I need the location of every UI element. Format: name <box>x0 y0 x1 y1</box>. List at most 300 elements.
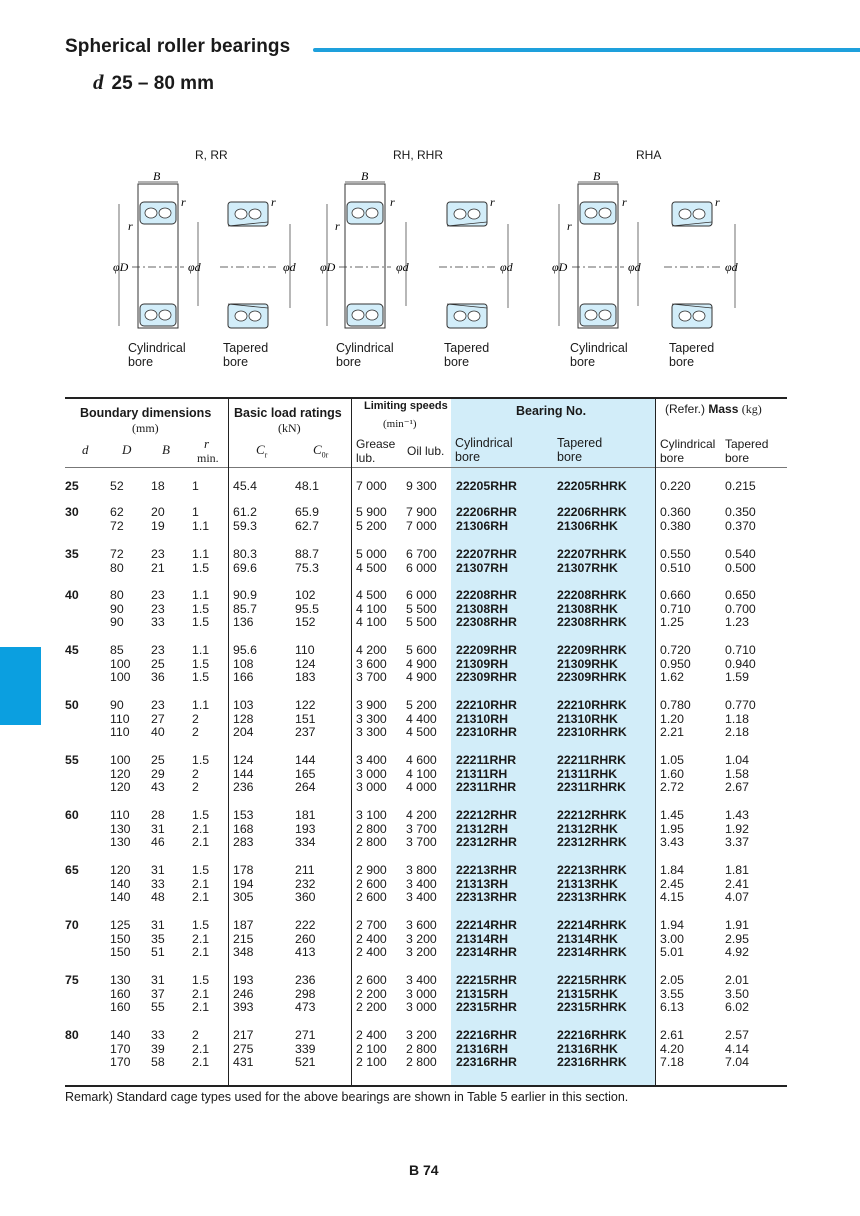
cell-Cr: 193 <box>233 973 254 987</box>
cell-cyl: 22211RHR <box>456 753 517 767</box>
cell-r: 2 <box>192 725 199 740</box>
cell-cyl: 21313RH <box>456 876 508 891</box>
cell-Cr: 85.7 <box>233 601 257 616</box>
cell-mcyl: 0.220 <box>660 479 691 493</box>
header-grease-line: Grease <box>356 437 396 451</box>
cell-Cr: 236 <box>233 780 254 795</box>
cell-grease: 2 100 <box>356 1055 387 1070</box>
cell-grease: 3 900 <box>356 698 387 712</box>
cell-Cr: 124 <box>233 753 254 767</box>
cell-C0r: 122 <box>295 698 316 712</box>
cell-B: 23 <box>151 601 165 616</box>
cell-D: 110 <box>110 711 130 726</box>
cell-r: 2 <box>192 1028 199 1042</box>
bore-diameter-group: 35 <box>65 547 79 561</box>
cell-mcyl: 3.00 <box>660 931 684 946</box>
bearing-no-highlight <box>451 398 655 1086</box>
cell-mcyl: 0.550 <box>660 547 691 561</box>
cell-r: 2.1 <box>192 931 210 946</box>
cell-tap: 21316RHK <box>557 1041 618 1056</box>
cell-D: 140 <box>110 1028 131 1042</box>
type-label-rh-rhr: RH, RHR <box>393 148 443 162</box>
bore-diameter-group: 80 <box>65 1028 79 1042</box>
column-divider <box>351 398 352 1086</box>
dim-label-inner: φd <box>500 260 513 274</box>
type-label-rha: RHA <box>636 148 662 162</box>
cell-B: 39 <box>151 1041 165 1056</box>
cell-mcyl: 1.45 <box>660 808 684 822</box>
cell-r: 1.5 <box>192 863 210 877</box>
bore-label-line: bore <box>223 355 249 369</box>
cell-oil: 4 900 <box>406 670 437 685</box>
cell-cyl: 22314RHR <box>456 945 517 960</box>
cell-B: 36 <box>151 670 165 685</box>
cell-tap: 22211RHRK <box>557 753 627 767</box>
cell-mcyl: 2.72 <box>660 780 684 795</box>
cell-Cr: 166 <box>233 670 254 685</box>
cell-oil: 6 000 <box>406 560 437 575</box>
cell-Cr: 275 <box>233 1041 254 1056</box>
cell-oil: 3 400 <box>406 890 437 905</box>
cell-D: 90 <box>110 615 124 630</box>
cell-cyl: 22215RHR <box>456 973 517 987</box>
cell-mcyl: 0.720 <box>660 643 691 657</box>
cell-mcyl: 4.15 <box>660 890 684 905</box>
dim-label-r: r <box>490 195 495 209</box>
cell-D: 62 <box>110 505 124 519</box>
cell-cyl: 22207RHR <box>456 547 517 561</box>
cell-mtap: 2.67 <box>725 780 749 795</box>
cell-tap: 21314RHK <box>557 931 618 946</box>
column-divider <box>655 398 656 1086</box>
cell-mcyl: 1.94 <box>660 918 684 932</box>
cell-mcyl: 0.950 <box>660 656 691 671</box>
cell-oil: 5 500 <box>406 615 437 630</box>
cell-C0r: 65.9 <box>295 505 319 519</box>
cell-C0r: 339 <box>295 1041 316 1056</box>
bore-diameter-group: 75 <box>65 973 79 987</box>
cell-D: 150 <box>110 931 131 946</box>
cell-B: 58 <box>151 1055 165 1070</box>
cell-mtap: 0.710 <box>725 643 756 657</box>
cell-mtap: 0.650 <box>725 588 756 602</box>
cell-B: 31 <box>151 918 165 932</box>
cell-Cr: 431 <box>233 1055 254 1070</box>
header-mass-cyl-line: Cylindrical <box>660 437 716 451</box>
header-speeds-unit: (min⁻¹) <box>383 418 417 430</box>
bore-diameter-group: 60 <box>65 808 79 822</box>
cell-C0r: 124 <box>295 656 316 671</box>
cell-grease: 3 000 <box>356 766 387 781</box>
cell-oil: 6 000 <box>406 588 437 602</box>
cell-mtap: 1.43 <box>725 808 749 822</box>
cell-B: 31 <box>151 821 165 836</box>
cell-C0r: 222 <box>295 918 316 932</box>
cell-D: 160 <box>110 986 131 1001</box>
dim-label-outer: φD <box>320 260 336 274</box>
cell-C0r: 334 <box>295 835 316 850</box>
header-cr-symbol: C <box>256 442 265 457</box>
cell-tap: 21307RHK <box>557 560 618 575</box>
cell-C0r: 75.3 <box>295 560 319 575</box>
header-D: D <box>122 442 132 457</box>
bore-label-cylindrical <box>570 341 628 369</box>
cell-r: 1.5 <box>192 808 210 822</box>
cell-r: 1 <box>192 505 199 519</box>
cell-cyl: 22313RHR <box>456 890 517 905</box>
bearing-diagrams <box>0 160 860 340</box>
cell-grease: 3 300 <box>356 725 387 740</box>
cell-mtap: 1.18 <box>725 711 749 726</box>
cell-r: 2.1 <box>192 1041 210 1056</box>
cell-grease: 2 600 <box>356 876 387 891</box>
cell-mcyl: 1.95 <box>660 821 684 836</box>
cell-grease: 2 100 <box>356 1041 387 1056</box>
cell-B: 40 <box>151 725 165 740</box>
cell-B: 33 <box>151 1028 165 1042</box>
cell-B: 23 <box>151 698 165 712</box>
cell-Cr: 153 <box>233 808 254 822</box>
cell-tap: 21315RHK <box>557 986 618 1001</box>
cell-mcyl: 7.18 <box>660 1055 684 1070</box>
cell-D: 170 <box>110 1055 131 1070</box>
cell-Cr: 59.3 <box>233 518 257 533</box>
page-subtitle <box>93 70 214 95</box>
header-r-min: min. <box>197 451 219 465</box>
header-c0r-symbol: C <box>313 442 322 457</box>
cell-grease: 7 000 <box>356 479 387 493</box>
cell-C0r: 151 <box>295 711 316 726</box>
cell-mtap: 4.92 <box>725 945 749 960</box>
bore-label-line: Tapered <box>223 341 269 355</box>
cell-B: 19 <box>151 518 165 533</box>
cell-mcyl: 1.84 <box>660 863 684 877</box>
cell-r: 1 <box>192 479 199 493</box>
header-r: r <box>204 436 210 451</box>
cell-grease: 2 400 <box>356 1028 387 1042</box>
dim-label-r: r <box>335 219 340 233</box>
cell-mtap: 2.57 <box>725 1028 749 1042</box>
header-c0r <box>313 442 328 459</box>
cell-D: 120 <box>110 766 131 781</box>
cell-C0r: 521 <box>295 1055 316 1070</box>
bore-diameter-group: 30 <box>65 505 79 519</box>
cell-r: 1.1 <box>192 643 210 657</box>
dim-label-outer: φD <box>113 260 129 274</box>
cell-D: 72 <box>110 518 124 533</box>
header-grease-line: lub. <box>356 451 376 465</box>
header-mass-tap-line: bore <box>725 451 750 465</box>
cell-mcyl: 2.61 <box>660 1028 684 1042</box>
cell-cyl: 22209RHR <box>456 643 517 657</box>
section-tab <box>0 647 41 725</box>
header-speeds: Limiting speeds <box>364 400 448 412</box>
cell-cyl: 22214RHR <box>456 918 517 932</box>
cell-tap: 21310RHK <box>557 711 618 726</box>
dim-label-r: r <box>567 219 572 233</box>
cell-mtap: 0.500 <box>725 560 756 575</box>
type-label-r-rr: R, RR <box>195 148 228 162</box>
table-header-rule <box>65 467 787 468</box>
cell-oil: 2 800 <box>406 1055 437 1070</box>
cell-r: 1.5 <box>192 918 210 932</box>
cell-cyl: 22213RHR <box>456 863 517 877</box>
cell-Cr: 90.9 <box>233 588 257 602</box>
cell-cyl: 21309RH <box>456 656 508 671</box>
cell-oil: 5 500 <box>406 601 437 616</box>
cell-grease: 4 500 <box>356 588 387 602</box>
cell-C0r: 236 <box>295 973 316 987</box>
cell-r: 1.5 <box>192 601 210 616</box>
cell-oil: 7 900 <box>406 505 437 519</box>
cell-r: 2 <box>192 766 199 781</box>
dim-label-inner: φd <box>283 260 296 274</box>
cell-grease: 5 200 <box>356 518 387 533</box>
cell-B: 31 <box>151 863 165 877</box>
cell-D: 90 <box>110 601 124 616</box>
cell-mcyl: 0.360 <box>660 505 691 519</box>
cell-mcyl: 1.60 <box>660 766 684 781</box>
header-mass <box>665 402 762 417</box>
bore-diameter-group: 25 <box>65 479 79 493</box>
cell-D: 80 <box>110 560 124 575</box>
cell-tap: 22214RHRK <box>557 918 627 932</box>
cell-tap: 22310RHRK <box>557 725 627 740</box>
dim-label-r: r <box>181 195 186 209</box>
cell-mcyl: 1.62 <box>660 670 684 685</box>
cell-mcyl: 0.380 <box>660 518 691 533</box>
cell-grease: 2 700 <box>356 918 387 932</box>
cell-C0r: 62.7 <box>295 518 319 533</box>
cell-oil: 4 900 <box>406 656 437 671</box>
cell-B: 35 <box>151 931 165 946</box>
cell-B: 46 <box>151 835 165 850</box>
cell-Cr: 393 <box>233 1000 254 1015</box>
bore-diameter-group: 40 <box>65 588 79 602</box>
cell-oil: 3 200 <box>406 1028 437 1042</box>
cell-mtap: 1.04 <box>725 753 749 767</box>
cell-r: 2.1 <box>192 986 210 1001</box>
cell-mtap: 0.700 <box>725 601 756 616</box>
cell-tap: 22208RHRK <box>557 588 627 602</box>
cell-oil: 4 100 <box>406 766 437 781</box>
header-tap-line: bore <box>557 450 583 464</box>
cell-C0r: 260 <box>295 931 316 946</box>
cell-mcyl: 1.25 <box>660 615 684 630</box>
cell-mtap: 2.01 <box>725 973 749 987</box>
cell-tap: 22313RHRK <box>557 890 627 905</box>
cell-mtap: 1.91 <box>725 918 749 932</box>
cell-grease: 4 100 <box>356 601 387 616</box>
cell-r: 2.1 <box>192 876 210 891</box>
cell-D: 110 <box>110 808 130 822</box>
cell-mtap: 0.940 <box>725 656 756 671</box>
header-mass-cyl-line: bore <box>660 451 685 465</box>
header-load: Basic load ratings <box>234 406 342 420</box>
cell-cyl: 22308RHR <box>456 615 517 630</box>
cell-D: 85 <box>110 643 124 657</box>
bore-label-tapered <box>444 341 489 369</box>
cell-mcyl: 0.780 <box>660 698 691 712</box>
cell-C0r: 110 <box>295 643 315 657</box>
cell-grease: 4 100 <box>356 615 387 630</box>
cell-mtap: 0.215 <box>725 479 756 493</box>
bore-diameter-group: 65 <box>65 863 79 877</box>
header-tap-bore <box>557 436 602 464</box>
cell-oil: 4 200 <box>406 808 437 822</box>
cell-D: 130 <box>110 973 131 987</box>
cell-Cr: 168 <box>233 821 254 836</box>
cell-grease: 2 200 <box>356 1000 387 1015</box>
cell-mtap: 0.350 <box>725 505 756 519</box>
cell-B: 25 <box>151 656 165 671</box>
cell-r: 1.5 <box>192 560 210 575</box>
cell-D: 125 <box>110 918 131 932</box>
cell-C0r: 48.1 <box>295 479 319 493</box>
cell-r: 2 <box>192 780 199 795</box>
dim-label-inner: φd <box>725 260 738 274</box>
header-mass-label: Mass <box>708 402 739 416</box>
bore-label-line: bore <box>128 355 154 369</box>
cell-Cr: 348 <box>233 945 254 960</box>
cell-tap: 22316RHRK <box>557 1055 627 1070</box>
cell-mtap: 0.370 <box>725 518 756 533</box>
cell-Cr: 178 <box>233 863 254 877</box>
bore-label-line: bore <box>570 355 596 369</box>
cell-cyl: 22206RHR <box>456 505 517 519</box>
cell-oil: 3 200 <box>406 931 437 946</box>
header-cyl-line: Cylindrical <box>455 436 513 450</box>
cell-tap: 21312RHK <box>557 821 618 836</box>
cell-grease: 2 400 <box>356 931 387 946</box>
header-oil: Oil lub. <box>407 444 445 458</box>
cell-mcyl: 1.05 <box>660 753 684 767</box>
cell-grease: 3 600 <box>356 656 387 671</box>
cell-oil: 3 700 <box>406 835 437 850</box>
cell-oil: 7 000 <box>406 518 437 533</box>
cell-tap: 22209RHRK <box>557 643 627 657</box>
cell-cyl: 22208RHR <box>456 588 517 602</box>
cell-cyl: 22315RHR <box>456 1000 517 1015</box>
cell-mtap: 2.18 <box>725 725 749 740</box>
cell-mcyl: 3.55 <box>660 986 684 1001</box>
dim-label-B: B <box>361 169 369 183</box>
cell-mtap: 1.92 <box>725 821 749 836</box>
cell-C0r: 473 <box>295 1000 316 1015</box>
cell-B: 48 <box>151 890 165 905</box>
bore-diameter-group: 45 <box>65 643 79 657</box>
dim-label-outer: φD <box>552 260 568 274</box>
cell-tap: 22312RHRK <box>557 835 627 850</box>
cell-tap: 21313RHK <box>557 876 618 891</box>
cell-r: 2.1 <box>192 835 210 850</box>
cell-grease: 2 600 <box>356 973 387 987</box>
cell-cyl: 21310RH <box>456 711 508 726</box>
cell-C0r: 264 <box>295 780 316 795</box>
cell-Cr: 128 <box>233 711 254 726</box>
cell-r: 2.1 <box>192 821 210 836</box>
cell-r: 1.5 <box>192 656 210 671</box>
cell-C0r: 271 <box>295 1028 316 1042</box>
cell-oil: 3 800 <box>406 863 437 877</box>
cell-oil: 3 400 <box>406 876 437 891</box>
cell-oil: 6 700 <box>406 547 437 561</box>
cell-oil: 5 600 <box>406 643 437 657</box>
cell-D: 160 <box>110 1000 131 1015</box>
cell-mcyl: 3.43 <box>660 835 684 850</box>
cell-r: 1.5 <box>192 670 210 685</box>
cell-grease: 4 200 <box>356 643 387 657</box>
cell-cyl: 21308RH <box>456 601 508 616</box>
cell-oil: 3 400 <box>406 973 437 987</box>
dim-label-inner: φd <box>628 260 641 274</box>
cell-tap: 22207RHRK <box>557 547 627 561</box>
cell-mcyl: 0.710 <box>660 601 691 616</box>
cell-tap: 22314RHRK <box>557 945 627 960</box>
dim-label-r: r <box>715 195 720 209</box>
bore-label-line: Cylindrical <box>336 341 394 355</box>
cell-Cr: 61.2 <box>233 505 257 519</box>
cell-mtap: 2.41 <box>725 876 749 891</box>
cell-cyl: 21311RH <box>456 766 508 781</box>
cell-B: 37 <box>151 986 165 1001</box>
table-top-rule <box>65 397 787 399</box>
cell-D: 120 <box>110 780 131 795</box>
cell-mcyl: 4.20 <box>660 1041 684 1056</box>
cell-D: 80 <box>110 588 124 602</box>
header-cyl-bore <box>455 436 513 464</box>
cell-r: 2.1 <box>192 1000 210 1015</box>
cell-tap: 22213RHRK <box>557 863 627 877</box>
cell-grease: 2 400 <box>356 945 387 960</box>
cell-oil: 4 400 <box>406 711 437 726</box>
cell-B: 23 <box>151 643 165 657</box>
cell-mcyl: 1.20 <box>660 711 684 726</box>
cell-grease: 5 000 <box>356 547 387 561</box>
cell-tap: 22210RHRK <box>557 698 627 712</box>
cell-D: 140 <box>110 890 131 905</box>
bore-label-line: Tapered <box>444 341 490 355</box>
header-cr-subscript: r <box>264 450 268 460</box>
cell-C0r: 88.7 <box>295 547 319 561</box>
cell-C0r: 181 <box>295 808 316 822</box>
cell-oil: 3 200 <box>406 945 437 960</box>
cell-C0r: 360 <box>295 890 316 905</box>
header-mass-cyl <box>660 437 715 465</box>
cell-cyl: 22309RHR <box>456 670 517 685</box>
header-cr <box>256 442 267 459</box>
cell-C0r: 232 <box>295 876 316 891</box>
cell-C0r: 183 <box>295 670 316 685</box>
cell-mtap: 0.770 <box>725 698 756 712</box>
cell-tap: 22309RHRK <box>557 670 627 685</box>
header-bearing-no: Bearing No. <box>516 404 587 418</box>
cell-B: 55 <box>151 1000 165 1015</box>
cell-mcyl: 0.510 <box>660 560 691 575</box>
cell-oil: 4 500 <box>406 725 437 740</box>
cell-tap: 22215RHRK <box>557 973 627 987</box>
cell-B: 33 <box>151 876 165 891</box>
cell-mtap: 0.540 <box>725 547 756 561</box>
subtitle-range: 25 – 80 mm <box>111 73 214 94</box>
dim-label-r: r <box>622 195 627 209</box>
cell-B: 21 <box>151 560 165 575</box>
cell-cyl: 22216RHR <box>456 1028 517 1042</box>
cell-tap: 21306RHK <box>557 518 618 533</box>
cell-mcyl: 0.660 <box>660 588 691 602</box>
page-title: Spherical roller bearings <box>65 36 291 57</box>
cell-D: 130 <box>110 821 131 836</box>
